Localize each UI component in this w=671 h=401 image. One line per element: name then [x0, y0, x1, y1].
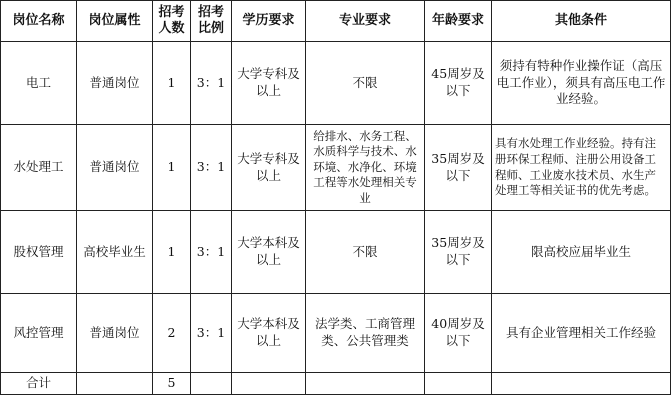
cell-age: 45周岁及以下	[425, 42, 492, 125]
cell-age: 40周岁及以下	[425, 294, 492, 373]
header-count: 招考人数	[153, 1, 191, 42]
header-major: 专业要求	[306, 1, 425, 42]
table-row	[1, 125, 671, 211]
cell-position: 股权管理	[1, 211, 77, 294]
cell-education: 大学专科及以上	[232, 42, 306, 125]
cell-attribute: 高校毕业生	[77, 211, 153, 294]
cell-count: 2	[153, 294, 191, 373]
cell-attribute: 普通岗位	[77, 42, 153, 125]
cell-other: 须持有特种作业操作证（高压电工作业），须具有高压电工作业经验。	[492, 42, 671, 125]
cell-ratio: 3：1	[191, 125, 232, 211]
cell-education: 大学本科及以上	[232, 294, 306, 373]
total-empty	[232, 373, 306, 395]
cell-major: 不限	[306, 42, 425, 125]
total-empty	[425, 373, 492, 395]
header-row	[1, 1, 671, 42]
cell-education: 大学专科及以上	[232, 125, 306, 211]
cell-other: 限高校应届毕业生	[492, 211, 671, 294]
header-ratio: 招考比例	[191, 1, 232, 42]
cell-attribute: 普通岗位	[77, 125, 153, 211]
cell-major: 给排水、水务工程、水质科学与技术、水环境、水净化、环境工程等水处理相关专业	[306, 125, 425, 211]
total-count: 5	[153, 373, 191, 395]
cell-major: 不限	[306, 211, 425, 294]
cell-other: 具有企业管理相关工作经验	[492, 294, 671, 373]
cell-age: 35周岁及以下	[425, 211, 492, 294]
cell-count: 1	[153, 42, 191, 125]
cell-ratio: 3：1	[191, 294, 232, 373]
header-education: 学历要求	[232, 1, 306, 42]
total-empty	[77, 373, 153, 395]
table-row	[1, 42, 671, 125]
header-age: 年龄要求	[425, 1, 492, 42]
total-label: 合计	[1, 373, 77, 395]
cell-ratio: 3：1	[191, 42, 232, 125]
total-empty	[306, 373, 425, 395]
header-attribute: 岗位属性	[77, 1, 153, 42]
total-empty	[191, 373, 232, 395]
header-position: 岗位名称	[1, 1, 77, 42]
cell-education: 大学本科及以上	[232, 211, 306, 294]
total-empty	[492, 373, 671, 395]
cell-attribute: 普通岗位	[77, 294, 153, 373]
cell-major: 法学类、工商管理类、公共管理类	[306, 294, 425, 373]
table-row	[1, 211, 671, 294]
cell-ratio: 3：1	[191, 211, 232, 294]
cell-count: 1	[153, 125, 191, 211]
cell-position: 电工	[1, 42, 77, 125]
cell-position: 水处理工	[1, 125, 77, 211]
total-row	[1, 373, 671, 395]
header-other: 其他条件	[492, 1, 671, 42]
cell-other: 具有水处理工作业经验。持有注册环保工程师、注册公用设备工程师、工业废水技术员、水生产处理工等相关证书的优先考虑。	[492, 125, 671, 211]
cell-count: 1	[153, 211, 191, 294]
cell-position: 风控管理	[1, 294, 77, 373]
table-row	[1, 294, 671, 373]
cell-age: 35周岁及以下	[425, 125, 492, 211]
